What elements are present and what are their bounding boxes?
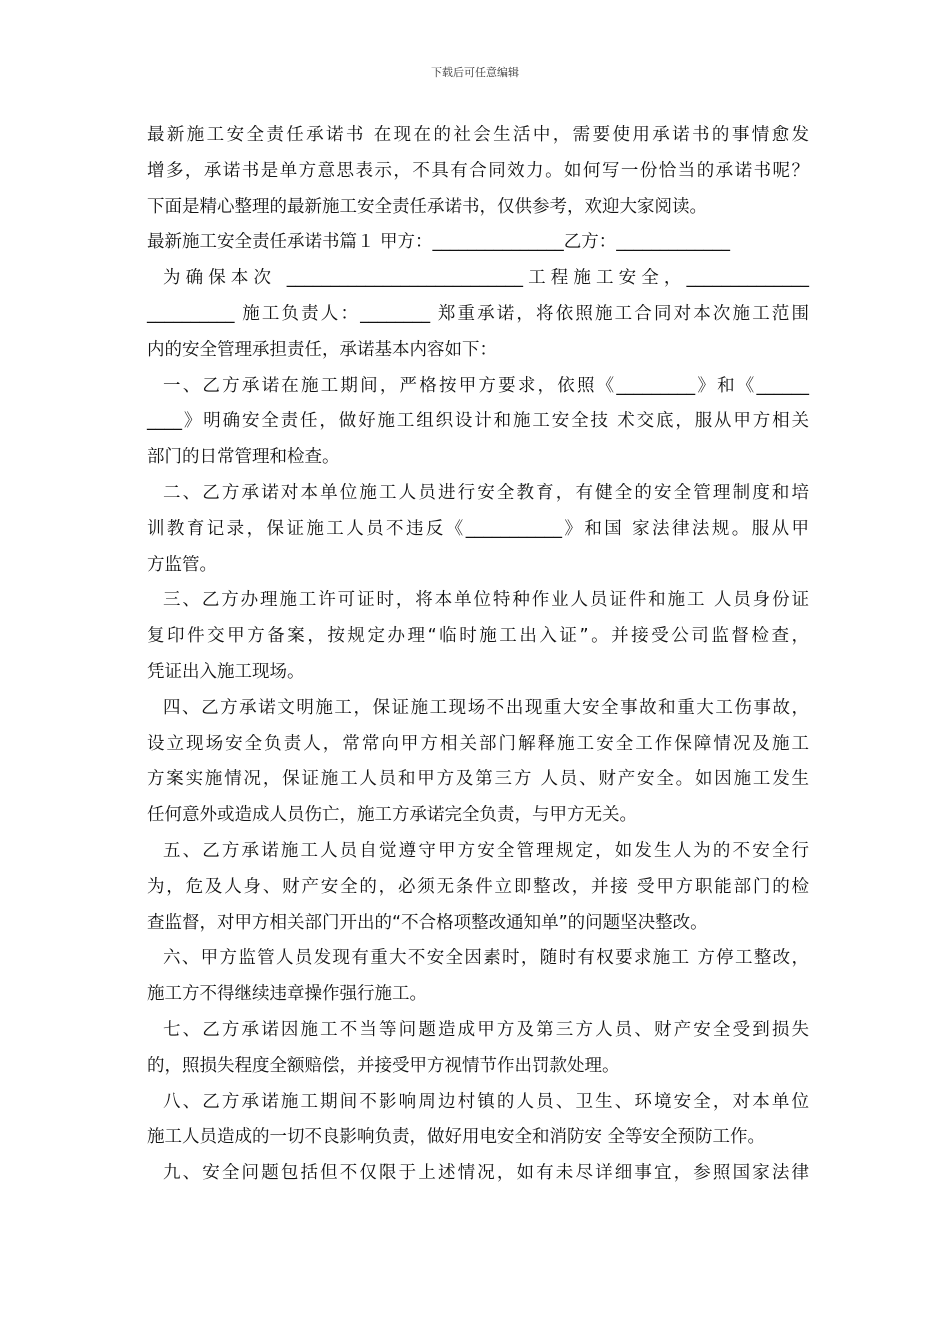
text-line: 三、乙方办理施工许可证时，将本单位特种作业人员证件和施工 人员身份证 (163, 590, 809, 611)
text-line: 训教育记录，保证施工人员不违反《___________》和国 家法律法规。服从甲 (147, 518, 809, 539)
text-line: 下面是精心整理的最新施工安全责任承诺书，仅供参考，欢迎大家阅读。 (147, 196, 707, 217)
text-line: 的，照损失程度全额赔偿，并接受甲方视情节作出罚款处理。 (147, 1055, 620, 1076)
text-line: 六、甲方监管人员发现有重大不安全因素时，随时有权要求施工 方停工整改， (163, 948, 809, 969)
text-line: 为，危及人身、财产安全的，必须无条件立即整改，并接 受甲方职能部门的检 (147, 876, 809, 897)
text-line: 方案实施情况，保证施工人员和甲方及第三方 人员、财产安全。如因施工发生 (147, 769, 809, 790)
text-line: 五、乙方承诺施工人员自觉遵守甲方安全管理规定，如发生人为的不安全行 (163, 840, 809, 861)
text-line: 为确保本次 ___________________________工程施工安全，______________ (163, 268, 809, 289)
text-line: ____》明确安全责任，做好施工组织设计和施工安全技 术交底，服从甲方相关 (147, 411, 809, 432)
text-line: 内的安全管理承担责任，承诺基本内容如下： (147, 339, 497, 360)
text-line: 一、乙方承诺在施工期间，严格按甲方要求，依照《_________》和《______ (163, 375, 809, 396)
text-line: 复印件交甲方备案，按规定办理“临时施工出入证”。并接受公司监督检查， (147, 626, 809, 647)
text-line: 最新施工安全责任承诺书 在现在的社会生活中，需要使用承诺书的事情愈发 (147, 125, 809, 145)
text-line: 八、乙方承诺施工期间不影响周边村镇的人员、卫生、环境安全，对本单位 (163, 1091, 809, 1112)
text-line: 增多，承诺书是单方意思表示，不具有合同效力。如何写一份恰当的承诺书呢？ (147, 160, 809, 181)
text-line: 二、乙方承诺对本单位施工人员进行安全教育，有健全的安全管理制度和培 (163, 482, 809, 503)
text-line: 施工人员造成的一切不良影响负责，做好用电安全和消防安 全等安全预防工作。 (147, 1127, 766, 1148)
page-header: 下载后可任意编辑 (431, 66, 519, 79)
text-line: 部门的日常管理和检查。 (147, 447, 340, 468)
document-body (147, 118, 809, 1192)
text-line: 凭证出入施工现场。 (147, 661, 305, 682)
text-line: 设立现场安全负责人，常常向甲方相关部门解释施工安全工作保障情况及施工 (147, 733, 809, 754)
text-line: 查监督，对甲方相关部门开出的“不合格项整改通知单”的问题坚决整改。 (147, 912, 708, 933)
text-line: 任何意外或造成人员伤亡，施工方承诺完全负责，与甲方无关。 (147, 805, 637, 826)
text-line: __________ 施工负责人：________ 郑重承诺，将依照施工合同对本次施工范围 (147, 303, 809, 324)
text-line: 施工方不得继续违章操作强行施工。 (147, 984, 427, 1005)
text-line: 九、安全问题包括但不仅限于上述情况，如有未尽详细事宜，参照国家法律 (163, 1163, 809, 1184)
text-line: 最新施工安全责任承诺书篇１ 甲方：_______________乙方：_____________ (147, 232, 731, 253)
text-line: 七、乙方承诺因施工不当等问题造成甲方及第三方人员、财产安全受到损失 (163, 1019, 809, 1040)
text-line: 方监管。 (147, 554, 217, 575)
text-line: 四、乙方承诺文明施工，保证施工现场不出现重大安全事故和重大工伤事故， (163, 697, 809, 718)
